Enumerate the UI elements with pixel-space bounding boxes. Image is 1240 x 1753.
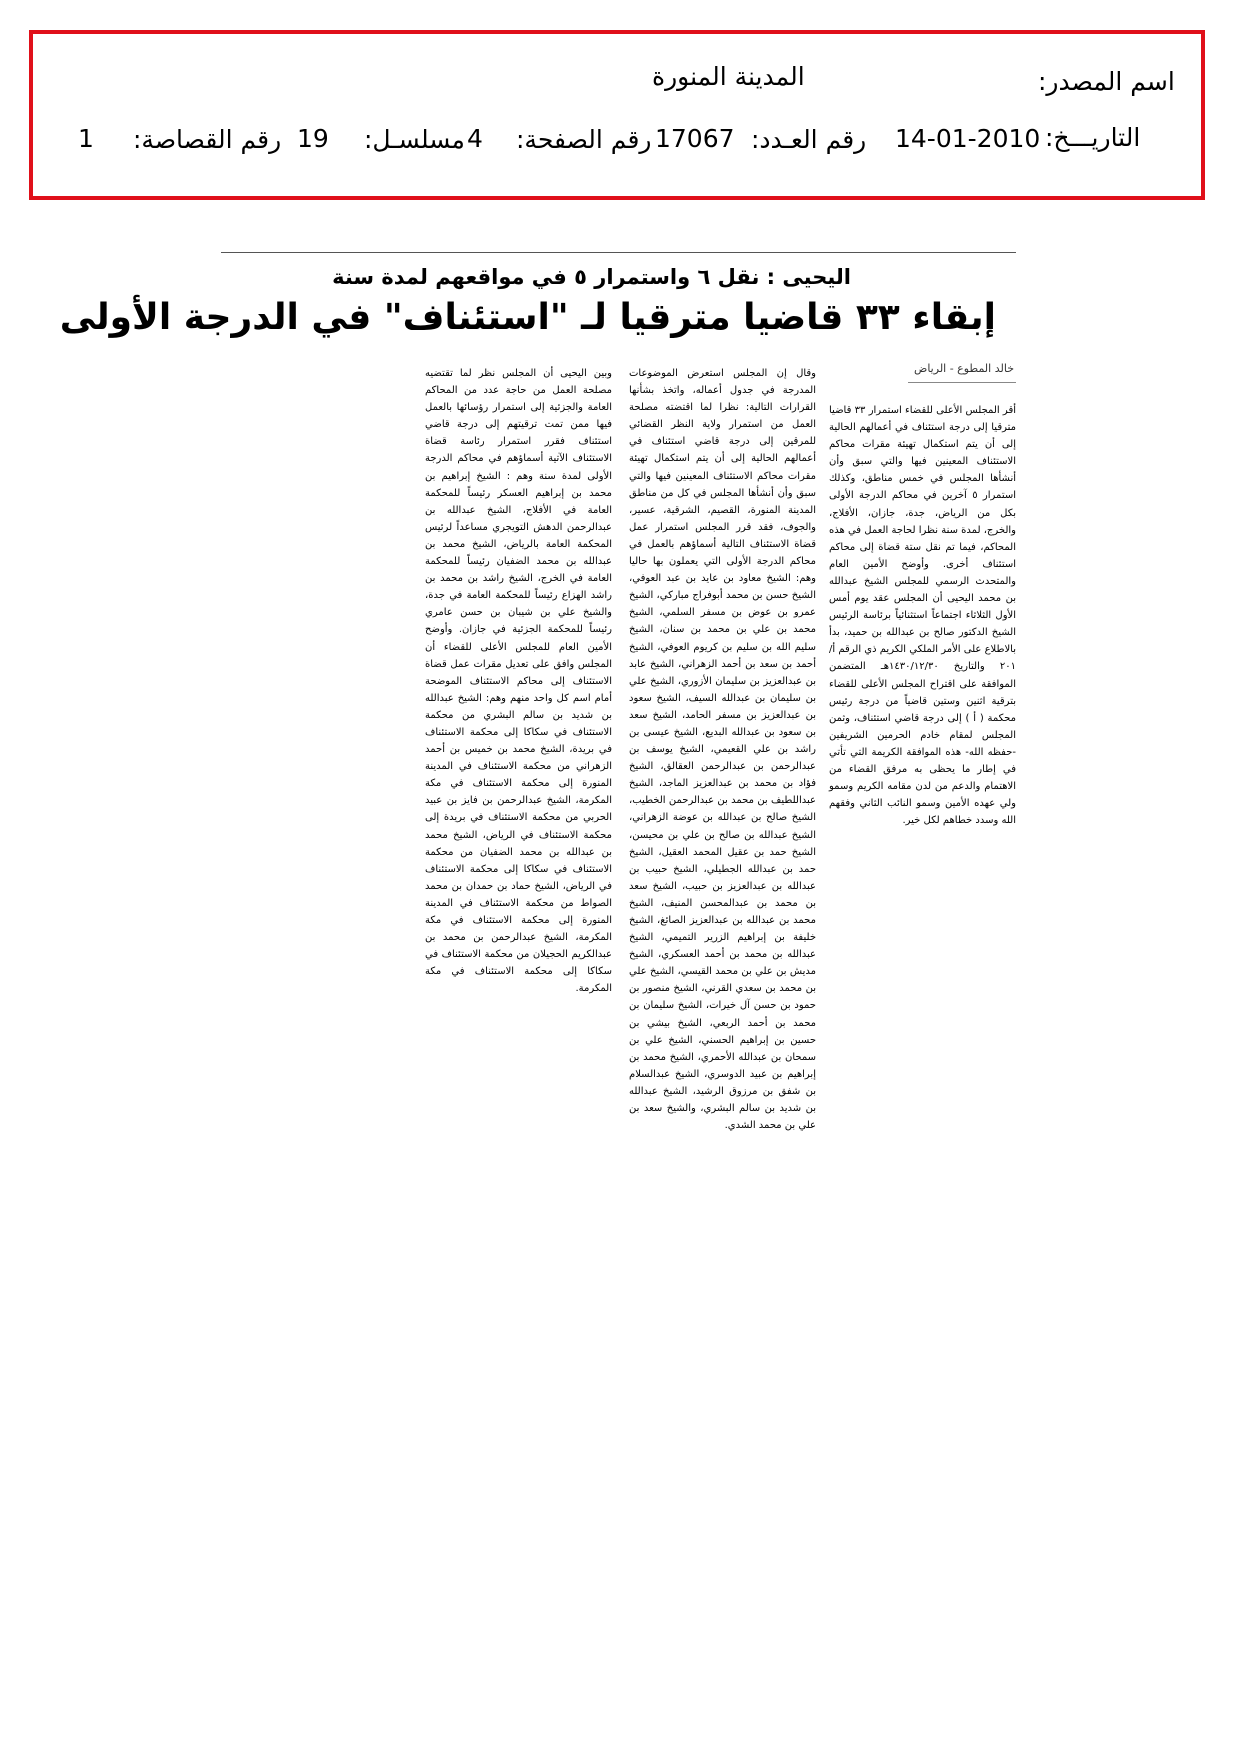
article-column-3 [425, 365, 612, 997]
clipping-info-box [29, 30, 1205, 200]
clip-label: رقم القصاصة: [133, 125, 282, 154]
article-byline: خالد المطوع - الرياض [914, 362, 1014, 375]
date-label: التاريـــخ: [1045, 123, 1141, 152]
article-column-1 [829, 402, 1016, 829]
date-value: 14-01-2010 [895, 124, 1041, 153]
clip-value: 1 [78, 124, 94, 153]
issue-value: 17067 [655, 124, 735, 153]
serial-value: 19 [297, 124, 329, 153]
source-label: اسم المصدر: [1038, 67, 1175, 96]
page-label: رقم الصفحة: [516, 125, 652, 154]
top-rule [221, 252, 1016, 253]
article-column-2 [629, 365, 816, 1134]
source-value: المدينة المنورة [652, 62, 805, 91]
column-1-text: أقر المجلس الأعلى للقضاء استمرار ٣٣ قاضيا مترقيا إلى درجة استئناف في أعمالهم الحالية إلى أن يتم استكمال تهيئة مقرات محاكم الاستئناف المعينين فيها والتي سبق وأن أنشأها المجلس في خمس مناطق، وكذلك استمرار ٥ آخرين في محاكم الدرجة الأولى بكل من الرياض، جدة، جازان، الأفلاج، والخرج، لمدة سنة نظرا لحاجة العمل في هذه المحاكم، فيما تم نقل ستة قضاة إلى محاكم استئناف أخرى. وأوضح الأمين العام والمتحدث الرسمي للمجلس الشيخ عبدالله بن محمد اليحيى أن المجلس عقد يوم أمس الأول الثلاثاء اجتماعاً استثنائياً برئاسة الرئيس الشيخ الدكتور صالح بن عبدالله بن حميد، بدأ بالاطلاع على الأمر الملكي الكريم ذي الرقم أ/٢٠١ والتاريخ ١٤٣٠/١٢/٣٠هـ المتضمن الموافقة على اقتراح المجلس الأعلى للقضاء بترقية اثنين وستين قاضياً من درجة رئيس محكمة ( أ ) إلى درجة قاضي استئناف، وثمن المجلس لمقام خادم الحرمين الشريفين -حفظه الله- هذه الموافقة الكريمة التي تأتي في إطار ما يحظى به مرفق القضاء من الاهتمام والدعم من لدن مقامه الكريم وسمو ولي عهده الأمين وسمو النائب الثاني وفقهم الله وسدد خطاهم لكل خير. [829, 405, 1017, 827]
serial-label: مسلسـل: [364, 125, 465, 154]
issue-label: رقم العـدد: [751, 125, 867, 154]
byline-rule [908, 382, 1016, 383]
newspaper-clipping [59, 252, 1017, 1132]
article-headline: إبقاء ٣٣ قاضيا مترقيا لـ "استئناف" في الدرجة الأولى [59, 297, 996, 338]
page-value: 4 [467, 124, 483, 153]
column-2-text: وقال إن المجلس استعرض الموضوعات المدرجة في جدول أعماله، واتخذ بشأنها القرارات التالية: نظرا لما اقتضته مصلحة العمل من استمرار ولاية النظر القضائي للمرقين إلى درجة قاضي استئناف في أعمالهم الحالية إلى أن يتم استكمال تهيئة مقرات محاكم الاستئناف المعينين فيها والتي سبق وأن أنشأها المجلس في كل من مناطق المدينة المنورة، القصيم، الشرقية، عسير، والجوف، فقد قرر المجلس استمرار عمل قضاة الاستئناف التالية أسماؤهم بالعمل في محاكم الدرجة الأولى التي يعملون بها حاليا وهم: الشيخ معاود بن عايد بن عبد العوفي، الشيخ حسن بن محمد أبوفراج مباركي، الشيخ عمرو بن عوض بن مسفر السلمي، الشيخ محمد بن علي بن محمد بن سنان، الشيخ سليم الله بن سليم بن كريوم العوفي، الشيخ أحمد بن سعد بن أحمد الزهراني، الشيخ عابد بن عبدالعزيز بن سليمان الأزوري، الشيخ علي بن سليمان بن عبدالله السيف، الشيخ سعود بن عبدالعزيز بن مسفر الحامد، الشيخ سعد بن سعود بن عبدالله البديع، الشيخ عيسى بن راشد بن علي القعيمي، الشيخ يوسف بن عبدالرحمن بن عبدالرحمن العقالق، الشيخ فؤاد بن محمد بن عبدالعزيز الماجد، الشيخ عبداللطيف بن محمد بن عبدالرحمن الخطيب، الشيخ صالح بن عبدالله بن عوضة الزهراني، الشيخ عبدالله بن صالح بن علي بن محيسن، الشيخ حمد بن عقيل المحمد العقيل، الشيخ حمد بن عبدالله الجطيلي، الشيخ حبيب بن عبدالله بن عبدالعزيز بن حبيب، الشيخ سعد بن محمد بن عبدالمحسن المنيف، الشيخ محمد بن عبدالله بن عبدالعزيز الصائغ، الشيخ خليفة بن إبراهيم الزرير التميمي، الشيخ عبدالله بن محمد بن أحمد العسكري، الشيخ مديش بن علي بن محمد القيسي، الشيخ علي بن محمد بن سعدي القرني، الشيخ منصور بن حمود بن حسن آل خيرات، الشيخ سليمان بن محمد بن أحمد الربعي، الشيخ بيشي بن حسين بن إبراهيم الحسني، الشيخ علي بن سمحان بن عبدالله الأحمري، الشيخ محمد بن إبراهيم بن عبيد الدوسري، الشيخ عبدالسلام بن شفق بن مرزوق الرشيد، الشيخ عبدالله بن شديد بن سالم البشري، والشيخ سعد بن علي بن محمد الشدي. [629, 368, 816, 1132]
article-kicker: اليحيى : نقل ٦ واستمرار ٥ في مواقعهم لمدة سنة [332, 265, 851, 289]
column-3-text: وبين اليحيى أن المجلس نظر لما تقتضيه مصلحة العمل من حاجة عدد من المحاكم العامة والجزئية إلى استمرار رؤسائها بالعمل فيها ممن تمت ترقيتهم إلى درجة قاضي استئناف فقرر استمرار رئاسة قضاة الاستئناف الآتية أسماؤهم في محاكم الدرجة الأولى لمدة سنة وهم : الشيخ إبراهيم بن محمد بن إبراهيم العسكر رئيساً للمحكمة العامة في الأفلاج، الشيخ عبدالله بن عبدالرحمن الدهش التويجري مساعداً لرئيس المحكمة العامة بالرياض، الشيخ محمد بن عبدالله بن محمد الضفيان رئيساً للمحكمة العامة في الخرج، الشيخ راشد بن محمد بن راشد الهزاع رئيساً للمحكمة العامة في جدة، والشيخ علي بن شيبان بن حسن عامري رئيساً للمحكمة الجزئية في جازان. وأوضح الأمين العام للمجلس الأعلى للقضاء أن المجلس وافق على تعديل مقرات عمل قضاة الاستئناف إلى محاكم الاستئناف الموضحة أمام اسم كل واحد منهم وهم: الشيخ عبدالله بن شديد بن سالم البشري من محكمة الاستئناف في سكاكا إلى محكمة الاستئناف في بريدة، الشيخ محمد بن خميس بن أحمد الزهراني من محكمة الاستئناف في المدينة المنورة إلى محكمة الاستئناف في مكة المكرمة، الشيخ عبدالرحمن بن فايز بن عبيد الحربي من محكمة الاستئناف في بريدة إلى محكمة الاستئناف في الرياض، الشيخ محمد بن عبدالله بن محمد الضفيان من محكمة الاستئناف في سكاكا إلى محكمة الاستئناف في الرياض، الشيخ حماد بن حمدان بن محمد الصواط من محكمة الاستئناف في المدينة المنورة إلى محكمة الاستئناف في مكة المكرمة، الشيخ عبدالرحمن بن محمد بن عبدالكريم الحجيلان من محكمة الاستئناف في سكاكا إلى محكمة الاستئناف في مكة المكرمة. [425, 368, 612, 995]
